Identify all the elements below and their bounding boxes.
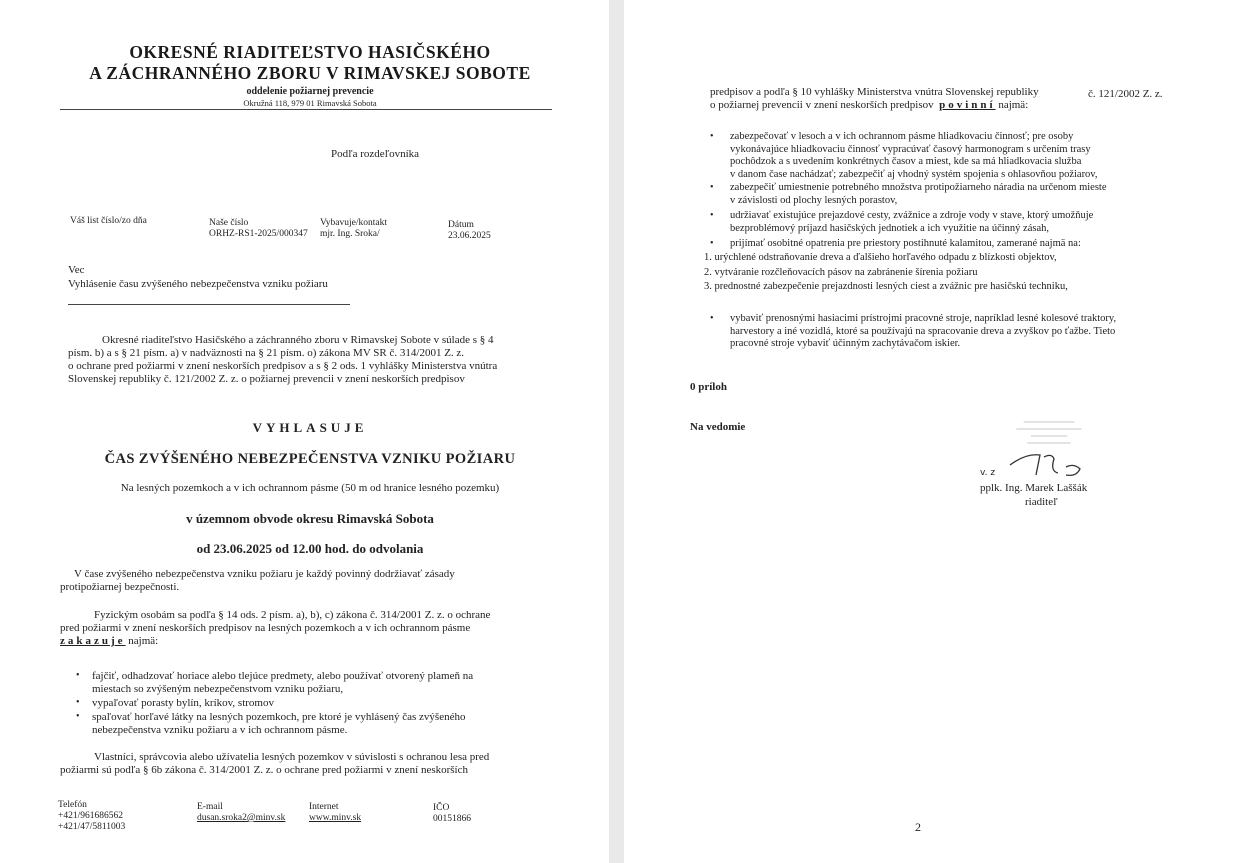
contact-label: Vybavuje/kontakt: [320, 218, 388, 228]
phone-number: +421/961686562: [58, 811, 123, 821]
date: 23.06.2025: [448, 231, 491, 241]
phone-label: Telefón: [58, 800, 87, 810]
header-title-line2: A ZÁCHRANNÉHO ZBORU V RIMAVSKEJ SOBOTE: [89, 63, 531, 83]
prohibition-item: [92, 697, 274, 710]
header-address: Okružná 118, 979 01 Rimavská Sobota: [243, 98, 377, 108]
top-line: predpisov a podľa § 10 vyhlášky Ministerstva vnútra Slovenskej republiky: [710, 86, 1039, 98]
subject: Vyhlásenie času zvýšeného nebezpečenstva vzniku požiaru: [68, 278, 328, 290]
obligation-line: v závislosti od plochy lesných porastov,: [730, 194, 898, 206]
bullet-icon: •: [76, 670, 80, 681]
footer-web: [309, 802, 361, 824]
numbered-item: 2. vytváranie rozčleňovacích pásov na zabránenie šírenia požiaru: [704, 266, 978, 278]
date-label: Dátum: [448, 220, 474, 230]
prohibits-word: zakazuje: [60, 635, 126, 647]
top-line: o požiarnej prevencii v znení neskorších predpisov: [710, 99, 934, 111]
signature-icon: [996, 445, 1096, 485]
cc-label: Na vedomie: [690, 421, 746, 433]
numbered-item: 3. prednostné zabezpečenie prejazdnosti lesných ciest a zvážnic pre hasičskú techniku,: [704, 281, 1068, 292]
obligation-line: harvestory a iné vozidlá, ktoré sa používajú na spracovanie dreva a zvyškov po ťažbe. Tieto: [730, 325, 1116, 337]
signer-title: riaditeľ: [1025, 496, 1058, 508]
page-number: 2: [915, 820, 921, 834]
declares-heading: VYHLASUJE: [252, 420, 368, 435]
obligation-line: zabezpečiť umiestnenie potrebného množstva protipožiarneho náradia na určenom mieste: [730, 182, 1107, 193]
prohibition-item: [92, 670, 473, 696]
ico-label: IČO: [433, 803, 450, 813]
email-link[interactable]: dusan.sroka2@minv.sk: [197, 813, 286, 823]
document-page-1: [0, 0, 609, 863]
area-line: Na lesných pozemkoch a v ich ochrannom pásme (50 m od hranice lesného pozemku): [120, 482, 500, 494]
intro-paragraph: [68, 334, 588, 386]
obligation-item: [730, 182, 1107, 207]
prohibition-line: nebezpečenstva vzniku požiaru a v ich ochrannom pásme.: [92, 724, 348, 736]
owners-line: Vlastníci, správcovia alebo užívatelia lesných pozemkov v súvislosti s ochranou lesa pred: [94, 751, 490, 763]
footer-phone: [58, 800, 125, 833]
obligation-line: pochôdzok a s uvedením konkrétnych časov a miest, kde sa má hliadkovacia služba: [730, 156, 1082, 167]
mainly-text: najmä:: [995, 99, 1029, 111]
main-heading: ČAS ZVÝŠENÉHO NEBEZPEČENSTVA VZNIKU POŽIARU: [104, 451, 516, 467]
owners-line: požiarmi sú podľa § 6b zákona č. 314/2001 Z. z. o ochrane pred požiarmi v znení neskorších: [60, 764, 468, 776]
prohibition-line: vypaľovať porasty bylín, kríkov, stromov: [92, 697, 274, 709]
prohibition-line: spaľovať horľavé látky na lesných pozemkoch, pre ktoré je vyhlásený čas zvýšeného: [92, 711, 466, 723]
header-divider: [60, 109, 552, 110]
bullet-icon: •: [710, 182, 714, 193]
recipient: Podľa rozdeľovníka: [331, 148, 420, 160]
our-number: ORHZ-RS1-2025/000347: [209, 229, 308, 239]
obligation-line: vykonávajúce hliadkovaciu činnosť vypracúvať časový harmonogram s určením trasy: [730, 143, 1091, 155]
obligation-item: [730, 131, 1098, 181]
obligation-line: udržiavať existujúce prejazdové cesty, zvážnice a zdroje vody v stave, ktorý umožňuje: [730, 210, 1094, 221]
obligation-line: pracovné stroje vybaviť účinným zachytávačom iskier.: [730, 338, 961, 349]
intro-line: o ochrane pred požiarmi v znení neskorších predpisov a s § 2 ods. 1 vyhlášky Ministerstva vnútra: [68, 360, 498, 372]
subject-label: Vec: [68, 264, 85, 276]
numbered-list: [704, 252, 1068, 294]
web-label: Internet: [309, 802, 339, 812]
obligation-line: bezproblémový príjazd hasičských jednotiek a ich využitie na účinný zásah,: [730, 222, 1049, 234]
signer-name: pplk. Ing. Marek Laššák: [980, 482, 1088, 494]
obligation-item: [730, 210, 1093, 235]
footer-ico: [433, 803, 471, 825]
mainly-text: najmä:: [125, 635, 159, 647]
email-label: E-mail: [197, 802, 223, 812]
header-title-line1: OKRESNÉ RIADITEĽSTVO HASIČSKÉHO: [129, 42, 491, 62]
subject-divider: [68, 304, 350, 305]
contact: mjr. Ing. Sroka/: [320, 229, 380, 239]
district-line: v územnom obvode okresu Rimavská Sobota: [186, 511, 434, 526]
persons-line: pred požiarmi v znení neskorších predpisov na lesných pozemkoch a v ich ochrannom pásme: [60, 622, 471, 634]
bullet-icon: •: [710, 238, 714, 249]
bullet-icon: •: [710, 131, 714, 142]
intro-line: písm. b) a s § 21 písm. a) v nadväznosti na § 21 písm. o) zákona MV SR č. 314/2001 Z. z.: [68, 347, 465, 359]
bullet-icon: •: [76, 697, 80, 708]
document-page-2: [624, 0, 1238, 863]
your-letter-label: Váš list číslo/zo dňa: [70, 216, 147, 226]
footer-email: [197, 802, 285, 824]
bullet-icon: •: [710, 210, 714, 221]
intro-line: Okresné riaditeľstvo Hasičského a záchranného zboru v Rimavskej Sobote v súlade s § 4: [102, 334, 494, 346]
obligation-line: vybaviť prenosnými hasiacimi prístrojmi pracovné stroje, napríklad lesné kolesové traktory,: [730, 313, 1117, 324]
obligation-line: v danom čase nachádzať; zabezpečiť aj vhodný systém spojenia s ohlasovňou požiarov,: [730, 168, 1098, 180]
header-department: oddelenie požiarnej prevencie: [246, 86, 374, 97]
phone-number: +421/47/5811003: [58, 822, 126, 832]
bullet-icon: •: [76, 711, 80, 722]
prohibition-line: miestach so zvýšeným nebezpečenstvom vzniku požiaru,: [92, 683, 344, 695]
period-line: od 23.06.2025 od 12.00 hod. do odvolania: [196, 541, 424, 556]
last-obligation-item: [730, 313, 1116, 351]
our-number-label: Naše číslo: [209, 218, 249, 228]
duty-line: protipožiarnej bezpečnosti.: [60, 581, 180, 593]
signature-note: v. z: [980, 468, 996, 478]
web-link[interactable]: www.minv.sk: [309, 813, 362, 823]
intro-line: Slovenskej republiky č. 121/2002 Z. z. o požiarnej prevencii v znení neskorších predpisov: [68, 373, 465, 385]
duty-line: V čase zvýšeného nebezpečenstva vzniku požiaru je každý povinný dodržiavať zásady: [74, 568, 455, 580]
top-reference: č. 121/2002 Z. z.: [1088, 88, 1163, 100]
bullet-icon: •: [710, 313, 714, 324]
persons-line: Fyzickým osobám sa podľa § 14 ods. 2 písm. a), b), c) zákona č. 314/2001 Z. z. o ochrane: [94, 609, 491, 621]
faint-stamp: ━━━━━━━━━━━━━━ ━━━━━━━━━━━━━━━━━━ ━━━━━━━━━━ ━━━━━━━━━━━━: [1016, 420, 1082, 447]
obligation-item: [730, 238, 1081, 251]
prohibition-line: fajčiť, odhadzovať horiace alebo tlejúce predmety, alebo používať otvorený plameň na: [92, 670, 474, 682]
owners-paragraph: [60, 751, 489, 777]
attachments: 0 príloh: [690, 381, 727, 393]
top-paragraph: [710, 86, 1039, 112]
numbered-item: 1. urýchlené odstraňovanie dreva a ďalšieho horľavého odpadu z blízkosti objektov,: [704, 252, 1057, 263]
obligation-line: prijímať osobitné opatrenia pre priestory postihnuté kalamitou, zamerané najmä na:: [730, 238, 1081, 249]
obligation-line: zabezpečovať v lesoch a v ich ochrannom pásme hliadkovaciu činnosť; pre osoby: [730, 131, 1074, 142]
duty-paragraph: [60, 568, 455, 594]
prohibition-item: [92, 711, 465, 737]
ico-value: 00151866: [433, 814, 471, 824]
obliged-word: povinní: [939, 99, 996, 111]
persons-paragraph: [60, 609, 490, 648]
